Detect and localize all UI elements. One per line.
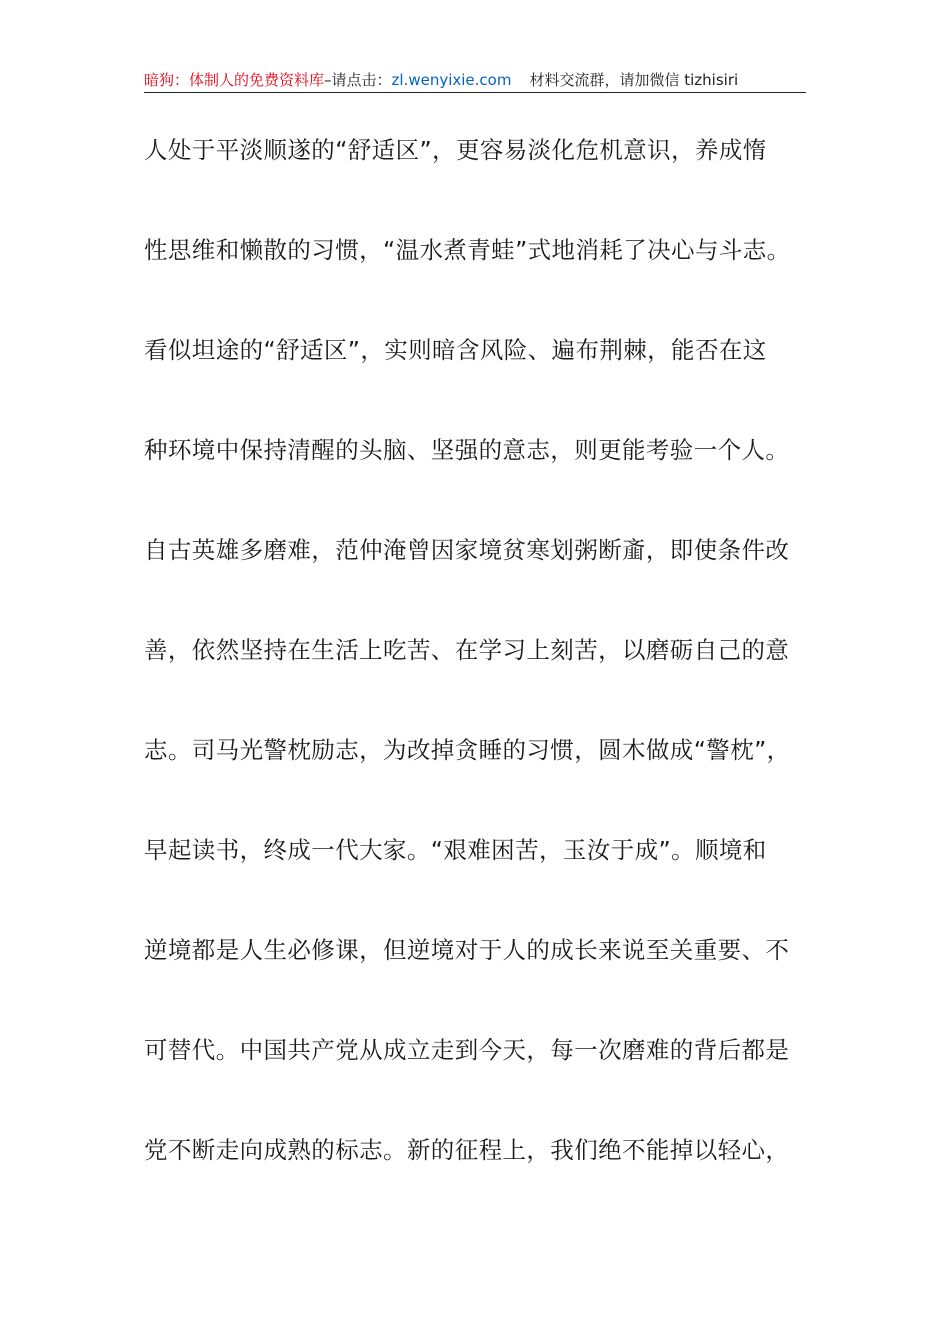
- text-line: 性思维和懒散的习惯，“温水煮青蛙”式地消耗了决心与斗志。: [144, 236, 791, 264]
- header-brand: 暗狗：体制人的免费资料库: [144, 71, 325, 89]
- page-header: [144, 70, 806, 93]
- text-line: 逆境都是人生必修课，但逆境对于人的成长来说至关重要、不: [144, 936, 790, 964]
- header-link[interactable]: zl.wenyixie.com: [391, 71, 512, 89]
- header-click-prompt: –请点击：: [324, 71, 392, 89]
- text-line: 可替代。中国共产党从成立走到今天，每一次磨难的背后都是: [144, 1036, 790, 1064]
- header-group-info: 材料交流群，请加微信 tizhisiri: [529, 71, 739, 89]
- text-line: 人处于平淡顺遂的“舒适区”，更容易淡化危机意识，养成惰: [144, 136, 767, 164]
- text-line: 自古英雄多磨难，范仲淹曾因家境贫寒划粥断齑，即使条件改: [144, 536, 790, 564]
- text-line: 早起读书，终成一代大家。“艰难困苦，玉汝于成”。顺境和: [144, 836, 767, 864]
- text-line: 种环境中保持清醒的头脑、坚强的意志，则更能考验一个人。: [144, 436, 790, 464]
- document-body: [144, 123, 814, 1223]
- text-line: 党不断走向成熟的标志。新的征程上，我们绝不能掉以轻心，: [144, 1136, 790, 1164]
- text-line: 看似坦途的“舒适区”，实则暗含风险、遍布荆棘，能否在这: [144, 336, 767, 364]
- text-line: 善，依然坚持在生活上吃苦、在学习上刻苦，以磨砺自己的意: [144, 636, 790, 664]
- text-line: 志。司马光警枕励志，为改掉贪睡的习惯，圆木做成“警枕”，: [144, 736, 791, 764]
